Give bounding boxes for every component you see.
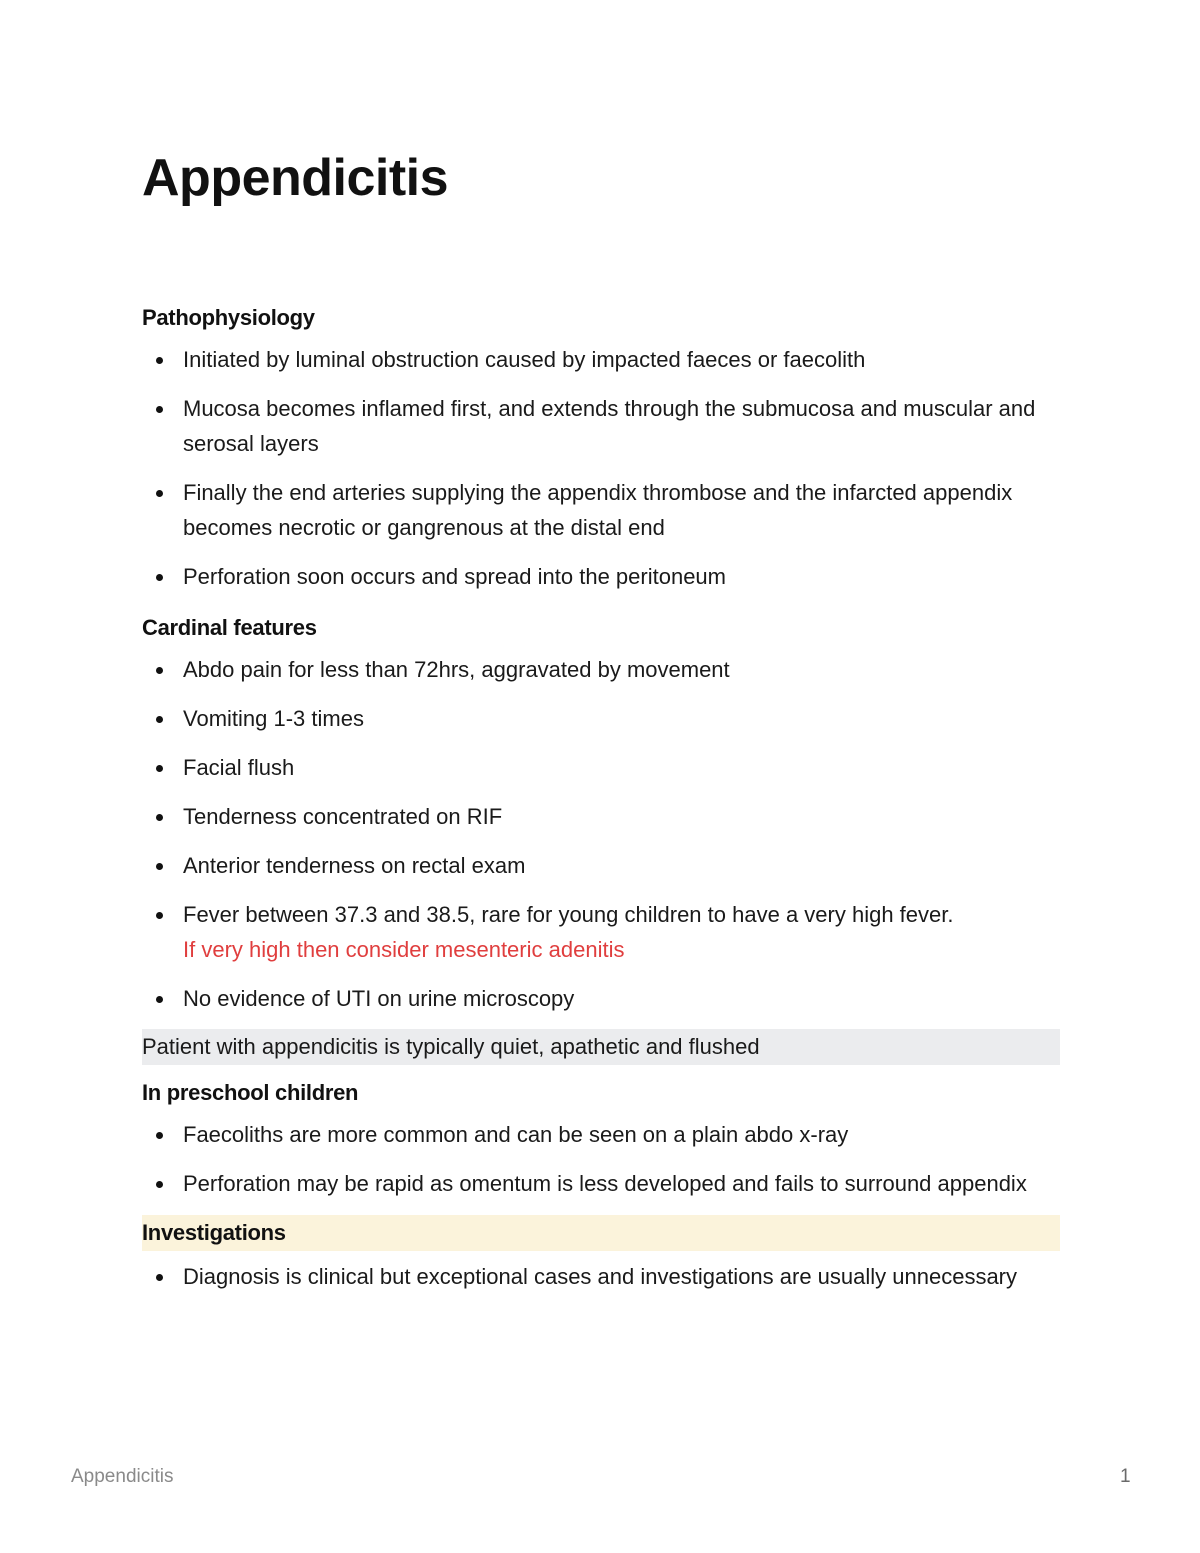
bullet-icon [156,1132,163,1139]
list-item [142,1166,1060,1201]
list-item-text: No evidence of UTI on urine microscopy [183,986,575,1011]
footer-document-title: Appendicitis [71,1466,174,1487]
list-item [142,701,1060,736]
document-content [142,298,1060,1308]
cardinal-features-list [142,652,1060,1016]
bullet-icon [156,1274,163,1281]
list-item-text: Anterior tenderness on rectal exam [183,853,526,878]
section-heading-cardinal-features: Cardinal features [142,615,317,640]
callout-highlight: Patient with appendicitis is typically quiet, apathetic and flushed [142,1029,1060,1065]
list-item [142,750,1060,785]
bullet-icon [156,912,163,919]
bullet-icon [156,1181,163,1188]
pathophysiology-list [142,342,1060,594]
list-item-text: Vomiting 1-3 times [183,706,364,731]
list-item [142,391,1060,461]
bullet-icon [156,765,163,772]
preschool-list [142,1117,1060,1201]
list-item [142,848,1060,883]
list-item [142,559,1060,594]
list-item-text: Finally the end arteries supplying the appendix thrombose and the infarcted appendix becomes necrotic or gangrenous at the distal end [183,480,1013,540]
list-item-text: Abdo pain for less than 72hrs, aggravated by movement [183,657,730,682]
list-item [142,475,1060,545]
bullet-icon [156,406,163,413]
bullet-icon [156,716,163,723]
bullet-icon [156,357,163,364]
list-item-text: Mucosa becomes inflamed first, and extends through the submucosa and muscular and serosal layers [183,396,1036,456]
fever-note-red: If very high then consider mesenteric adenitis [183,937,625,962]
investigations-list [142,1259,1060,1294]
list-item [142,342,1060,377]
section-heading-investigations: Investigations [142,1215,1060,1251]
bullet-icon [156,996,163,1003]
list-item [142,1117,1060,1152]
list-item [142,652,1060,687]
list-item-text: Fever between 37.3 and 38.5, rare for young children to have a very high fever. [183,902,954,927]
list-item-text: Faecoliths are more common and can be seen on a plain abdo x-ray [183,1122,849,1147]
list-item [142,897,1060,967]
bullet-icon [156,863,163,870]
section-heading-pathophysiology: Pathophysiology [142,305,315,330]
list-item-text: Perforation may be rapid as omentum is less developed and fails to surround appendix [183,1171,1027,1196]
section-heading-preschool: In preschool children [142,1080,359,1105]
bullet-icon [156,574,163,581]
bullet-icon [156,814,163,821]
list-item-text: Tenderness concentrated on RIF [183,804,503,829]
list-item-text: Diagnosis is clinical but exceptional cases and investigations are usually unnecessary [183,1264,1018,1289]
list-item-text: Facial flush [183,755,295,780]
page-title: Appendicitis [142,149,449,207]
list-item [142,981,1060,1016]
list-item-text: Initiated by luminal obstruction caused by impacted faeces or faecolith [183,347,866,372]
bullet-icon [156,490,163,497]
footer-page-number: 1 [1120,1466,1131,1487]
list-item-text: Perforation soon occurs and spread into the peritoneum [183,564,726,589]
list-item [142,799,1060,834]
list-item [142,1259,1060,1294]
bullet-icon [156,667,163,674]
